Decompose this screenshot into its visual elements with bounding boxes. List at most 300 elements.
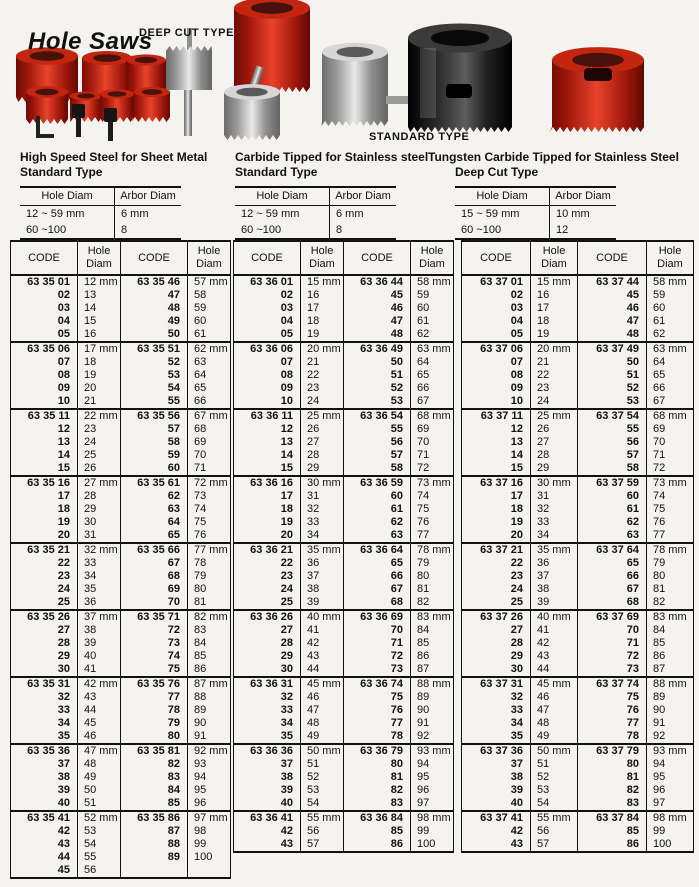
hole-diam-value: 19: [531, 328, 578, 342]
code-value: 29: [280, 650, 293, 662]
hole-diam-value: 25 mm: [301, 409, 344, 423]
code-value: 30: [510, 663, 523, 675]
code-value: 59: [121, 449, 188, 462]
code-value: 47: [578, 315, 647, 328]
code-value: 07: [510, 356, 523, 368]
hole-diam-value: [188, 864, 231, 878]
code-value: 63 37 69: [578, 610, 647, 624]
code-value: 37: [510, 758, 523, 770]
hole-diam-value: 20: [78, 382, 121, 395]
code-value: 14: [57, 449, 70, 461]
hole-diam-value: 87: [647, 663, 694, 677]
code-table-carbide-tipped: [233, 240, 454, 853]
code-value: 57: [121, 423, 188, 436]
code-value: 73: [578, 663, 647, 677]
hole-diam-value: 31: [78, 529, 121, 543]
spec-row: [235, 222, 396, 239]
code-value: 75: [121, 663, 188, 677]
hole-diam-value: 38: [531, 583, 578, 596]
table-row: [462, 328, 694, 342]
code-value: 71: [344, 637, 411, 650]
hole-diam-value: 34: [531, 529, 578, 543]
table-row: [462, 650, 694, 663]
code-value: 62: [121, 490, 188, 503]
table-row: [234, 476, 454, 490]
code-value: 63 35 36: [27, 745, 70, 757]
code-value: 08: [510, 369, 523, 381]
hole-diam-value: 69: [188, 436, 231, 449]
table-row: [462, 436, 694, 449]
table-row: [234, 342, 454, 356]
code-value: 63 35 41: [27, 812, 70, 824]
hole-diam-value: 17 mm: [78, 342, 121, 356]
code-value: 63 35 81: [121, 744, 188, 758]
hole-diam-range: 60 ~100: [26, 224, 67, 236]
table-row: [234, 730, 454, 744]
code-value: 03: [510, 302, 523, 314]
hole-diam-value: 85: [647, 637, 694, 650]
hole-diam-value: 92: [411, 730, 454, 744]
table-row: [462, 356, 694, 369]
spec-table-tungsten: [455, 186, 616, 240]
code-value: 76: [578, 704, 647, 717]
code-value: 63 36 44: [344, 275, 411, 289]
code-value: 67: [578, 583, 647, 596]
hole-diam-value: 18: [531, 315, 578, 328]
code-header: CODE: [234, 241, 301, 275]
code-value: 37: [57, 758, 70, 770]
hole-diam-value: 32: [301, 503, 344, 516]
hole-diam-value: 61: [188, 328, 231, 342]
table-row: [462, 342, 694, 356]
row-group: [11, 275, 231, 342]
hole-diam-range: 12 ~ 59 mm: [241, 208, 300, 220]
hole-diam-value: 36: [301, 557, 344, 570]
hole-diam-value: 40 mm: [301, 610, 344, 624]
code-value: 62: [344, 516, 411, 529]
hole-diam-value: 77: [647, 529, 694, 543]
code-value: 71: [578, 637, 647, 650]
code-value: 14: [280, 449, 293, 461]
hole-diam-value: 94: [411, 758, 454, 771]
table-row: [234, 449, 454, 462]
hole-diam-value: 59: [647, 289, 694, 302]
hole-diam-header: Hole Diam: [455, 187, 550, 206]
code-value: 32: [510, 691, 523, 703]
hole-diam-value: 46: [531, 691, 578, 704]
code-value: 47: [121, 289, 188, 302]
hole-diam-value: 62: [647, 328, 694, 342]
code-value: 39: [57, 784, 70, 796]
hole-diam-value: 89: [411, 691, 454, 704]
hole-diam-value: 91: [188, 730, 231, 744]
code-value: 18: [57, 503, 70, 515]
hole-diam-header: Hole Diam: [188, 241, 231, 275]
hole-diam-value: 59: [188, 302, 231, 315]
table-row: [462, 529, 694, 543]
code-value: 52: [578, 382, 647, 395]
section-subtitle: Standard Type: [235, 165, 318, 179]
hole-diam-value: 37: [301, 570, 344, 583]
table-row: [11, 328, 231, 342]
table-row: [462, 423, 694, 436]
code-value: 12: [57, 423, 70, 435]
hole-diam-value: 35 mm: [301, 543, 344, 557]
table-row: [234, 529, 454, 543]
code-value: 09: [57, 382, 70, 394]
section-tungsten-carbide: [428, 150, 694, 240]
row-group: [234, 275, 454, 342]
hole-diam-value: 90: [188, 717, 231, 730]
table-row: [462, 596, 694, 610]
table-row: [462, 275, 694, 289]
table-row: [11, 691, 231, 704]
spec-table-carbide: [235, 186, 396, 240]
hole-diam-value: 41: [78, 663, 121, 677]
code-value: 54: [121, 382, 188, 395]
hole-diam-value: 35 mm: [531, 543, 578, 557]
arbor-diam-header: Arbor Diam: [330, 187, 397, 206]
table-row: [462, 663, 694, 677]
row-group: [11, 543, 231, 610]
hole-diam-value: 29: [531, 462, 578, 476]
hole-diam-value: 92 mm: [188, 744, 231, 758]
code-value: 04: [57, 315, 70, 327]
table-row: [11, 529, 231, 543]
table-row: [234, 771, 454, 784]
hole-diam-value: 19: [78, 369, 121, 382]
table-row: [11, 811, 231, 825]
code-table-tungsten-carbide-tipped: [461, 240, 694, 853]
table-row: [234, 543, 454, 557]
code-value: 63 37 21: [480, 544, 523, 556]
hole-diam-value: 81: [647, 583, 694, 596]
hole-diam-value: 89: [647, 691, 694, 704]
hole-diam-value: 96: [411, 784, 454, 797]
code-value: 55: [121, 395, 188, 409]
hole-diam-value: 41: [531, 624, 578, 637]
arbor-diam-header: Arbor Diam: [115, 187, 182, 206]
code-value: 63 35 01: [27, 276, 70, 288]
code-value: 63 36 54: [344, 409, 411, 423]
code-value: 88: [121, 838, 188, 851]
section-carbide-tipped: [235, 150, 447, 240]
code-value: 19: [57, 516, 70, 528]
hole-diam-value: 78 mm: [647, 543, 694, 557]
code-value: 65: [344, 557, 411, 570]
code-value: 63 37 41: [480, 812, 523, 824]
hole-diam-value: 28: [531, 449, 578, 462]
code-value: 30: [280, 663, 293, 675]
hole-diam-value: 53: [531, 784, 578, 797]
hole-diam-value: 45 mm: [531, 677, 578, 691]
table-row: [11, 369, 231, 382]
code-value: 63 37 31: [480, 678, 523, 690]
arbor-diam-value: 8: [115, 222, 182, 239]
hole-diam-header: Hole Diam: [235, 187, 330, 206]
code-value: 38: [280, 771, 293, 783]
code-value: 39: [510, 784, 523, 796]
hole-diam-value: 34: [301, 529, 344, 543]
hole-diam-value: 53: [301, 784, 344, 797]
hole-diam-value: 45 mm: [301, 677, 344, 691]
hole-diam-value: 15 mm: [301, 275, 344, 289]
section-title: High Speed Steel for Sheet Metal: [20, 150, 208, 164]
hole-diam-value: 84: [188, 637, 231, 650]
section-title: Carbide Tipped for Stainless steel: [235, 150, 429, 164]
row-group: [11, 811, 231, 878]
hole-diam-value: 68: [188, 423, 231, 436]
code-value: 42: [510, 825, 523, 837]
code-value: 86: [344, 838, 411, 852]
hole-diam-value: 28: [301, 449, 344, 462]
hole-diam-value: 18: [78, 356, 121, 369]
hole-diam-value: 80: [188, 583, 231, 596]
hole-diam-value: 61: [411, 315, 454, 328]
code-value: 27: [510, 624, 523, 636]
code-value: 63 35 61: [121, 476, 188, 490]
hole-diam-header: Hole Diam: [20, 187, 115, 206]
table-row: [462, 677, 694, 691]
code-value: 42: [57, 825, 70, 837]
code-value: 82: [121, 758, 188, 771]
code-value: 63 35 11: [27, 410, 70, 422]
hole-diam-value: 15: [78, 315, 121, 328]
table-row: [11, 758, 231, 771]
table-row: [11, 315, 231, 328]
code-value: 15: [510, 462, 523, 474]
hole-diam-value: 15 mm: [531, 275, 578, 289]
hole-diam-value: 55: [78, 851, 121, 864]
code-value: 35: [280, 730, 293, 742]
hole-diam-value: 75: [188, 516, 231, 529]
code-value: 57: [344, 449, 411, 462]
code-value: 74: [121, 650, 188, 663]
table-row: [234, 436, 454, 449]
code-value: 83: [578, 797, 647, 811]
hole-diam-value: 59: [411, 289, 454, 302]
table-row: [234, 570, 454, 583]
table-row: [11, 449, 231, 462]
code-value: 04: [510, 315, 523, 327]
table-row: [234, 838, 454, 852]
table-row: [11, 624, 231, 637]
spec-row: [20, 206, 181, 223]
hole-diam-value: 22: [531, 369, 578, 382]
code-value: 82: [344, 784, 411, 797]
code-value: 75: [578, 691, 647, 704]
table-row: [11, 744, 231, 758]
code-value: 89: [121, 851, 188, 864]
table-row: [462, 838, 694, 852]
hole-diam-value: 95: [188, 784, 231, 797]
hole-diam-value: 63 mm: [647, 342, 694, 356]
table-row: [11, 570, 231, 583]
table-row: [234, 637, 454, 650]
hole-diam-value: 64: [647, 356, 694, 369]
code-value: 63 35 71: [121, 610, 188, 624]
page-title: Hole Saws: [28, 28, 153, 56]
code-value: 63 37 84: [578, 811, 647, 825]
row-group: [234, 677, 454, 744]
code-value: 63 36 59: [344, 476, 411, 490]
table-row: [11, 596, 231, 610]
hole-diam-value: 55 mm: [531, 811, 578, 825]
spec-table-hss: [20, 186, 181, 240]
code-value: 84: [121, 784, 188, 797]
hole-diam-value: 52: [531, 771, 578, 784]
section-title: Tungsten Carbide Tipped for Stainless Steel: [428, 150, 679, 164]
code-value: 72: [578, 650, 647, 663]
hole-diam-value: 60: [647, 302, 694, 315]
hole-diam-value: 41: [301, 624, 344, 637]
row-group: [234, 342, 454, 409]
code-value: 83: [121, 771, 188, 784]
table-row: [11, 825, 231, 838]
code-value: 63 35 76: [121, 677, 188, 691]
hole-diam-value: 43: [78, 691, 121, 704]
code-value: 29: [57, 650, 70, 662]
hole-diam-value: 93 mm: [647, 744, 694, 758]
hole-diam-value: 31: [531, 490, 578, 503]
hole-diam-value: 75: [411, 503, 454, 516]
code-value: 66: [578, 570, 647, 583]
table-row: [234, 784, 454, 797]
code-value: 63 37 01: [480, 276, 523, 288]
hole-diam-value: 100: [411, 838, 454, 852]
code-value: 63 36 11: [250, 410, 293, 422]
code-value: 63 37 11: [480, 410, 523, 422]
hole-diam-value: 25 mm: [531, 409, 578, 423]
hole-diam-value: 42: [531, 637, 578, 650]
hole-diam-range: 12 ~ 59 mm: [26, 208, 85, 220]
code-value: 43: [57, 838, 70, 850]
row-group: [462, 543, 694, 610]
code-value: 78: [344, 730, 411, 744]
hole-diam-value: 62 mm: [188, 342, 231, 356]
hole-diam-value: 95: [647, 771, 694, 784]
table-row: [234, 315, 454, 328]
hole-diam-value: 55 mm: [301, 811, 344, 825]
code-value: 19: [510, 516, 523, 528]
hole-diam-range: 60 ~100: [461, 224, 502, 236]
hole-diam-value: 49: [301, 730, 344, 744]
code-value: 73: [344, 663, 411, 677]
code-value: 63 37 44: [578, 275, 647, 289]
code-value: 39: [280, 784, 293, 796]
hole-diam-value: 88: [188, 691, 231, 704]
table-row: [462, 691, 694, 704]
hole-diam-value: 57: [531, 838, 578, 852]
hole-diam-value: 73: [188, 490, 231, 503]
row-group: [234, 409, 454, 476]
hole-diam-value: 37: [531, 570, 578, 583]
hole-diam-value: 76: [411, 516, 454, 529]
hole-diam-value: 30 mm: [531, 476, 578, 490]
table-row: [11, 436, 231, 449]
hole-diam-value: 74: [188, 503, 231, 516]
code-value: 77: [121, 691, 188, 704]
hole-diam-value: 96: [647, 784, 694, 797]
hole-diam-value: 99: [188, 838, 231, 851]
code-value: 63 36 21: [250, 544, 293, 556]
table-row: [462, 543, 694, 557]
table-row: [462, 583, 694, 596]
hole-diam-value: 75: [647, 503, 694, 516]
code-value: 35: [57, 730, 70, 742]
code-value: 70: [578, 624, 647, 637]
code-value: 85: [344, 825, 411, 838]
hole-diam-value: 56: [531, 825, 578, 838]
hole-diam-value: 93: [188, 758, 231, 771]
table-row: [11, 476, 231, 490]
hole-diam-value: 76: [647, 516, 694, 529]
hole-diam-value: 44: [301, 663, 344, 677]
code-value: 83: [344, 797, 411, 811]
hole-diam-value: 40 mm: [531, 610, 578, 624]
hole-diam-value: 50 mm: [531, 744, 578, 758]
table-row: [462, 730, 694, 744]
hole-diam-value: 80: [411, 570, 454, 583]
hole-diam-value: 26: [531, 423, 578, 436]
hole-diam-value: 82: [647, 596, 694, 610]
hole-diam-value: 81: [411, 583, 454, 596]
code-value: 27: [57, 624, 70, 636]
code-value: 07: [57, 356, 70, 368]
code-value: 80: [121, 730, 188, 744]
table-row: [462, 704, 694, 717]
code-value: 17: [510, 490, 523, 502]
code-value: 14: [510, 449, 523, 461]
code-value: 53: [578, 395, 647, 409]
hole-diam-value: 60: [411, 302, 454, 315]
code-value: 27: [280, 624, 293, 636]
table-row: [234, 650, 454, 663]
hole-diam-value: 83 mm: [647, 610, 694, 624]
code-value: 63 35 21: [27, 544, 70, 556]
row-group: [462, 811, 694, 852]
code-value: 62: [578, 516, 647, 529]
table-row: [234, 302, 454, 315]
table-row: [462, 382, 694, 395]
hole-diam-value: 49: [78, 771, 121, 784]
code-value: 63 36 26: [250, 611, 293, 623]
code-value: 51: [578, 369, 647, 382]
hole-diam-value: 79: [411, 557, 454, 570]
code-value: 22: [510, 557, 523, 569]
code-value: 42: [280, 825, 293, 837]
hole-diam-value: 98 mm: [647, 811, 694, 825]
hole-diam-value: 46: [301, 691, 344, 704]
table-row: [462, 624, 694, 637]
table-row: [234, 758, 454, 771]
hole-diam-value: 27: [531, 436, 578, 449]
table-row: [11, 583, 231, 596]
code-value: 03: [57, 302, 70, 314]
hole-diam-value: 67 mm: [188, 409, 231, 423]
arbor-diam-value: 10 mm: [550, 206, 617, 223]
hole-diam-value: 84: [647, 624, 694, 637]
hole-diam-value: 19: [301, 328, 344, 342]
section-high-speed-steel: [20, 150, 225, 240]
hole-diam-value: 66: [188, 395, 231, 409]
hole-diam-value: 47: [301, 704, 344, 717]
code-value: 03: [280, 302, 293, 314]
hole-diam-value: 86: [411, 650, 454, 663]
table-row: [11, 717, 231, 730]
code-value: 09: [280, 382, 293, 394]
table-row: [11, 423, 231, 436]
